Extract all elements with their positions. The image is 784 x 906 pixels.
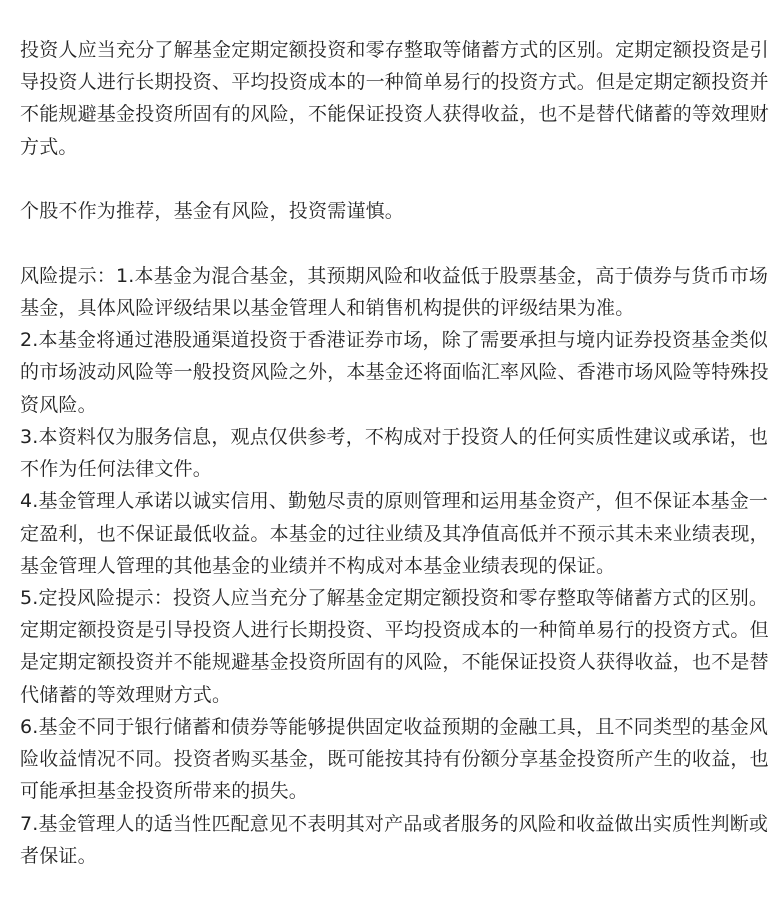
text-line: 定期定额投资是引导投资人进行长期投资、平均投资成本的一种简单易行的投资方式。但 — [20, 619, 769, 642]
text-line: 代储蓄的等效理财方式。 — [20, 683, 232, 706]
text-line: 4.基金管理人承诺以诚实信用、勤勉尽责的原则管理和运用基金资产，但不保证本基金一 — [20, 490, 769, 513]
text-line: 投资人应当充分了解基金定期定额投资和零存整取等储蓄方式的区别。定期定额投资是引 — [20, 39, 769, 61]
text-line: 不作为任何法律文件。 — [20, 458, 213, 481]
text-line: 定盈利，也不保证最低收益。本基金的过往业绩及其净值高低并不预示其未来业绩表现， — [20, 522, 769, 545]
text-line: 7.基金管理人的适当性匹配意见不表明其对产品或者服务的风险和收益做出实质性判断或 — [20, 812, 769, 835]
text-line: 的市场波动风险等一般投资风险之外，本基金还将面临汇率风险、香港市场风险等特殊投 — [20, 361, 769, 384]
text-line: 3.本资料仅为服务信息，观点仅供参考，不构成对于投资人的任何实质性建议或承诺，也 — [20, 425, 769, 448]
text-line: 方式。 — [20, 135, 78, 158]
text-line: 6.基金不同于银行储蓄和债券等能够提供固定收益预期的金融工具，且不同类型的基金风 — [20, 715, 769, 738]
text-line: 基金，具体风险评级结果以基金管理人和销售机构提供的评级结果为准。 — [20, 296, 635, 319]
text-line: 资风险。 — [20, 393, 97, 416]
paragraph-fixed-investment-intro — [20, 34, 770, 163]
text-line: 导投资人进行长期投资、平均投资成本的一种简单易行的投资方式。但是定期定额投资并 — [20, 71, 769, 94]
disclaimer-document — [20, 34, 770, 872]
risk-item-1 — [20, 260, 770, 324]
text-line: 个股不作为推荐，基金有风险，投资需谨慎。 — [20, 200, 405, 223]
risk-item-4 — [20, 485, 770, 582]
text-line: 2.本基金将通过港股通渠道投资于香港证券市场，除了需要承担与境内证券投资基金类似 — [20, 329, 769, 352]
paragraph-gap — [20, 163, 770, 195]
risk-item-7 — [20, 808, 770, 872]
paragraph-gap — [20, 227, 770, 259]
text-line: 5.定投风险提示：投资人应当充分了解基金定期定额投资和零存整取等储蓄方式的区别。 — [20, 586, 769, 609]
text-line: 基金管理人管理的其他基金的业绩并不构成对本基金业绩表现的保证。 — [20, 554, 616, 577]
risk-item-6 — [20, 711, 770, 808]
text-line: 险收益情况不同。投资者购买基金，既可能按其持有份额分享基金投资所产生的收益，也 — [20, 748, 769, 771]
text-line: 者保证。 — [20, 844, 97, 867]
text-line: 可能承担基金投资所带来的损失。 — [20, 780, 309, 803]
risk-item-2 — [20, 324, 770, 421]
risk-item-3 — [20, 421, 770, 485]
text-line: 不能规避基金投资所固有的风险，不能保证投资人获得收益，也不是替代储蓄的等效理财 — [20, 103, 769, 126]
text-line: 是定期定额投资并不能规避基金投资所固有的风险，不能保证投资人获得收益，也不是替 — [20, 651, 769, 674]
paragraph-stock-warning — [20, 195, 770, 227]
text-line: 风险提示：1.本基金为混合基金，其预期风险和收益低于股票基金，高于债券与货币市场 — [20, 264, 769, 287]
risk-item-5 — [20, 582, 770, 711]
